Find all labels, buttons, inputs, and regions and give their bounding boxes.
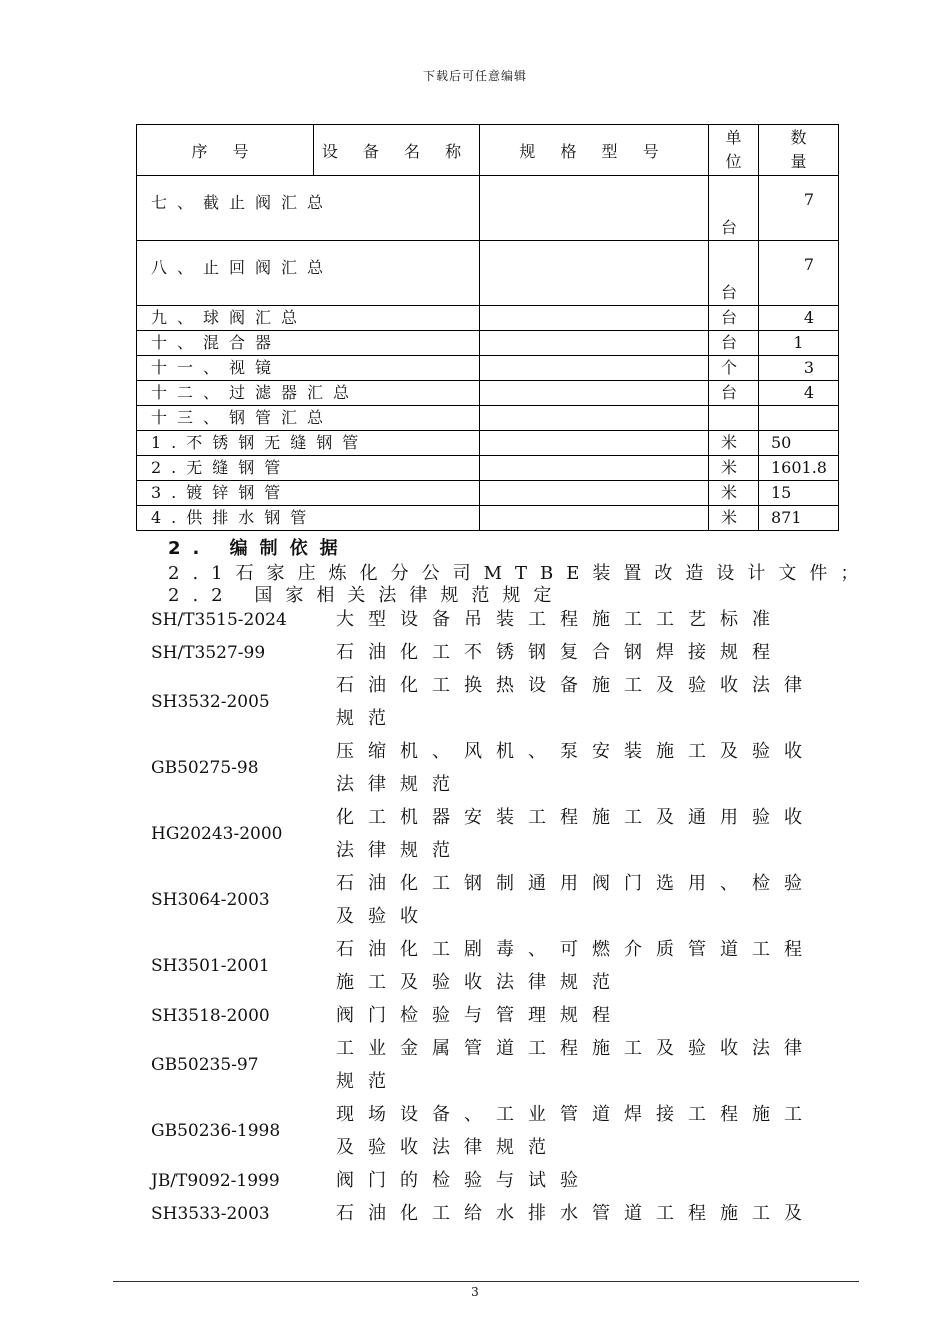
standard-row	[151, 1197, 841, 1230]
row-unit: 台	[709, 381, 759, 406]
standard-title	[336, 999, 841, 1032]
row-name: 十二、过滤器汇总	[137, 381, 480, 406]
equipment-table	[136, 124, 839, 531]
standard-title	[336, 603, 841, 636]
row-qty: 15	[759, 481, 839, 506]
header-name: 设 备 名 称	[314, 125, 480, 176]
row-spec	[480, 241, 709, 306]
table-header-row	[137, 125, 839, 176]
row-spec	[480, 331, 709, 356]
standard-code: JB/T9092-1999	[151, 1170, 280, 1191]
standard-title-line: 阀门的检验与试验	[336, 1170, 592, 1191]
row-qty: 50	[759, 431, 839, 456]
table-row	[137, 331, 839, 356]
standard-code: SH3501-2001	[151, 956, 270, 976]
table-row	[137, 381, 839, 406]
row-spec	[480, 481, 709, 506]
basis-line-2: 2.2 国家相关法律规范规定	[168, 585, 565, 606]
row-spec	[480, 431, 709, 456]
standard-code: SH3533-2003	[151, 1203, 270, 1224]
row-unit: 米	[709, 431, 759, 456]
standard-code: SH3064-2003	[151, 890, 270, 910]
page-number: 3	[471, 1285, 479, 1299]
row-spec	[480, 456, 709, 481]
row-name: 十三、钢管汇总	[137, 406, 480, 431]
row-spec	[480, 406, 709, 431]
standard-title-line: 石油化工给水排水管道工程施工及	[336, 1203, 816, 1224]
row-spec	[480, 306, 709, 331]
standard-code: GB50236-1998	[151, 1121, 281, 1141]
row-spec	[480, 506, 709, 531]
standard-title-line: 法律规范	[336, 774, 464, 795]
row-name: 2.无缝钢管	[137, 456, 480, 481]
row-spec	[480, 356, 709, 381]
page-header: 下载后可任意编辑	[422, 69, 527, 83]
standard-title	[336, 636, 841, 669]
row-qty: 1	[759, 331, 839, 356]
row-qty: 871	[759, 506, 839, 531]
row-qty: 7	[759, 241, 839, 306]
basis-line-1: 2.1石家庄炼化分公司MTBE装置改造设计文件；	[168, 563, 872, 584]
row-unit	[709, 406, 759, 431]
table-row	[137, 176, 839, 241]
standard-title	[336, 1098, 841, 1164]
standard-code: SH/T3527-99	[151, 642, 266, 663]
standard-code: HG20243-2000	[151, 824, 283, 844]
footer-divider	[113, 1281, 859, 1282]
standard-title-line: 规范	[336, 1071, 400, 1092]
standard-title-line: 规范	[336, 708, 400, 729]
standard-title	[336, 801, 841, 867]
standard-title-line: 化工机器安装工程施工及通用验收	[336, 807, 816, 828]
standard-title	[336, 1032, 841, 1098]
standard-code: GB50235-97	[151, 1055, 259, 1075]
standard-title-line: 压缩机、风机、泵安装施工及验收	[336, 741, 816, 762]
row-unit: 个	[709, 356, 759, 381]
row-unit: 台	[709, 241, 759, 306]
standard-row	[151, 1164, 841, 1197]
row-spec	[480, 381, 709, 406]
standard-title-line: 及验收法律规范	[336, 1137, 560, 1158]
standard-title-line: 石油化工不锈钢复合钢焊接规程	[336, 642, 784, 663]
standard-row	[151, 1098, 841, 1164]
row-name: 九、球阀汇总	[137, 306, 480, 331]
standard-title-line: 工业金属管道工程施工及验收法律	[336, 1038, 816, 1059]
standard-title	[336, 933, 841, 999]
row-name: 十、混合器	[137, 331, 480, 356]
row-qty: 3	[759, 356, 839, 381]
row-qty: 4	[759, 306, 839, 331]
standard-code: SH3532-2005	[151, 692, 270, 712]
row-qty: 7	[759, 176, 839, 241]
standard-row	[151, 603, 841, 636]
table-row	[137, 406, 839, 431]
standard-row	[151, 999, 841, 1032]
standard-row	[151, 801, 841, 867]
table-row	[137, 241, 839, 306]
row-unit: 台	[709, 331, 759, 356]
standard-title-line: 施工及验收法律规范	[336, 972, 624, 993]
table-row	[137, 506, 839, 531]
standards-list	[151, 603, 841, 1230]
header-qty: 数 量	[759, 125, 839, 176]
standard-title	[336, 735, 841, 801]
row-unit: 米	[709, 506, 759, 531]
table-row	[137, 481, 839, 506]
standard-row	[151, 1032, 841, 1098]
standard-title-line: 及验收	[336, 906, 432, 927]
standard-row	[151, 636, 841, 669]
section-title: 2. 编制依据	[168, 538, 350, 559]
row-name: 1.不锈钢无缝钢管	[137, 431, 480, 456]
row-unit: 台	[709, 176, 759, 241]
standard-title-line: 石油化工剧毒、可燃介质管道工程	[336, 939, 816, 960]
row-name: 八、止回阀汇总	[137, 241, 480, 306]
row-qty	[759, 406, 839, 431]
standard-title-line: 石油化工钢制通用阀门选用、检验	[336, 873, 816, 894]
row-qty: 1601.8	[759, 456, 839, 481]
standard-title-line: 现场设备、工业管道焊接工程施工	[336, 1104, 816, 1125]
standard-row	[151, 735, 841, 801]
standard-row	[151, 669, 841, 735]
table-row	[137, 306, 839, 331]
table-row	[137, 356, 839, 381]
standard-title-line: 法律规范	[336, 840, 464, 861]
standard-title-line: 大型设备吊装工程施工工艺标准	[336, 609, 784, 630]
row-unit: 米	[709, 456, 759, 481]
standard-code: SH/T3515-2024	[151, 609, 287, 630]
row-name: 3.镀锌钢管	[137, 481, 480, 506]
row-name: 七、截止阀汇总	[137, 176, 480, 241]
row-unit: 台	[709, 306, 759, 331]
standard-title-line: 阀门检验与管理规程	[336, 1005, 624, 1026]
table-row	[137, 431, 839, 456]
standard-title-line: 石油化工换热设备施工及验收法律	[336, 675, 816, 696]
row-name: 4.供排水钢管	[137, 506, 480, 531]
standard-title	[336, 1164, 841, 1197]
row-unit: 米	[709, 481, 759, 506]
standard-code: GB50275-98	[151, 758, 259, 778]
header-seq: 序 号	[137, 125, 314, 176]
header-spec: 规 格 型 号	[480, 125, 709, 176]
row-spec	[480, 176, 709, 241]
standard-row	[151, 867, 841, 933]
header-unit: 单 位	[709, 125, 759, 176]
row-name: 十一、视镜	[137, 356, 480, 381]
standard-title	[336, 669, 841, 735]
standard-title	[336, 867, 841, 933]
standard-title	[336, 1197, 841, 1230]
standard-code: SH3518-2000	[151, 1005, 270, 1026]
standard-row	[151, 933, 841, 999]
row-qty: 4	[759, 381, 839, 406]
table-row	[137, 456, 839, 481]
